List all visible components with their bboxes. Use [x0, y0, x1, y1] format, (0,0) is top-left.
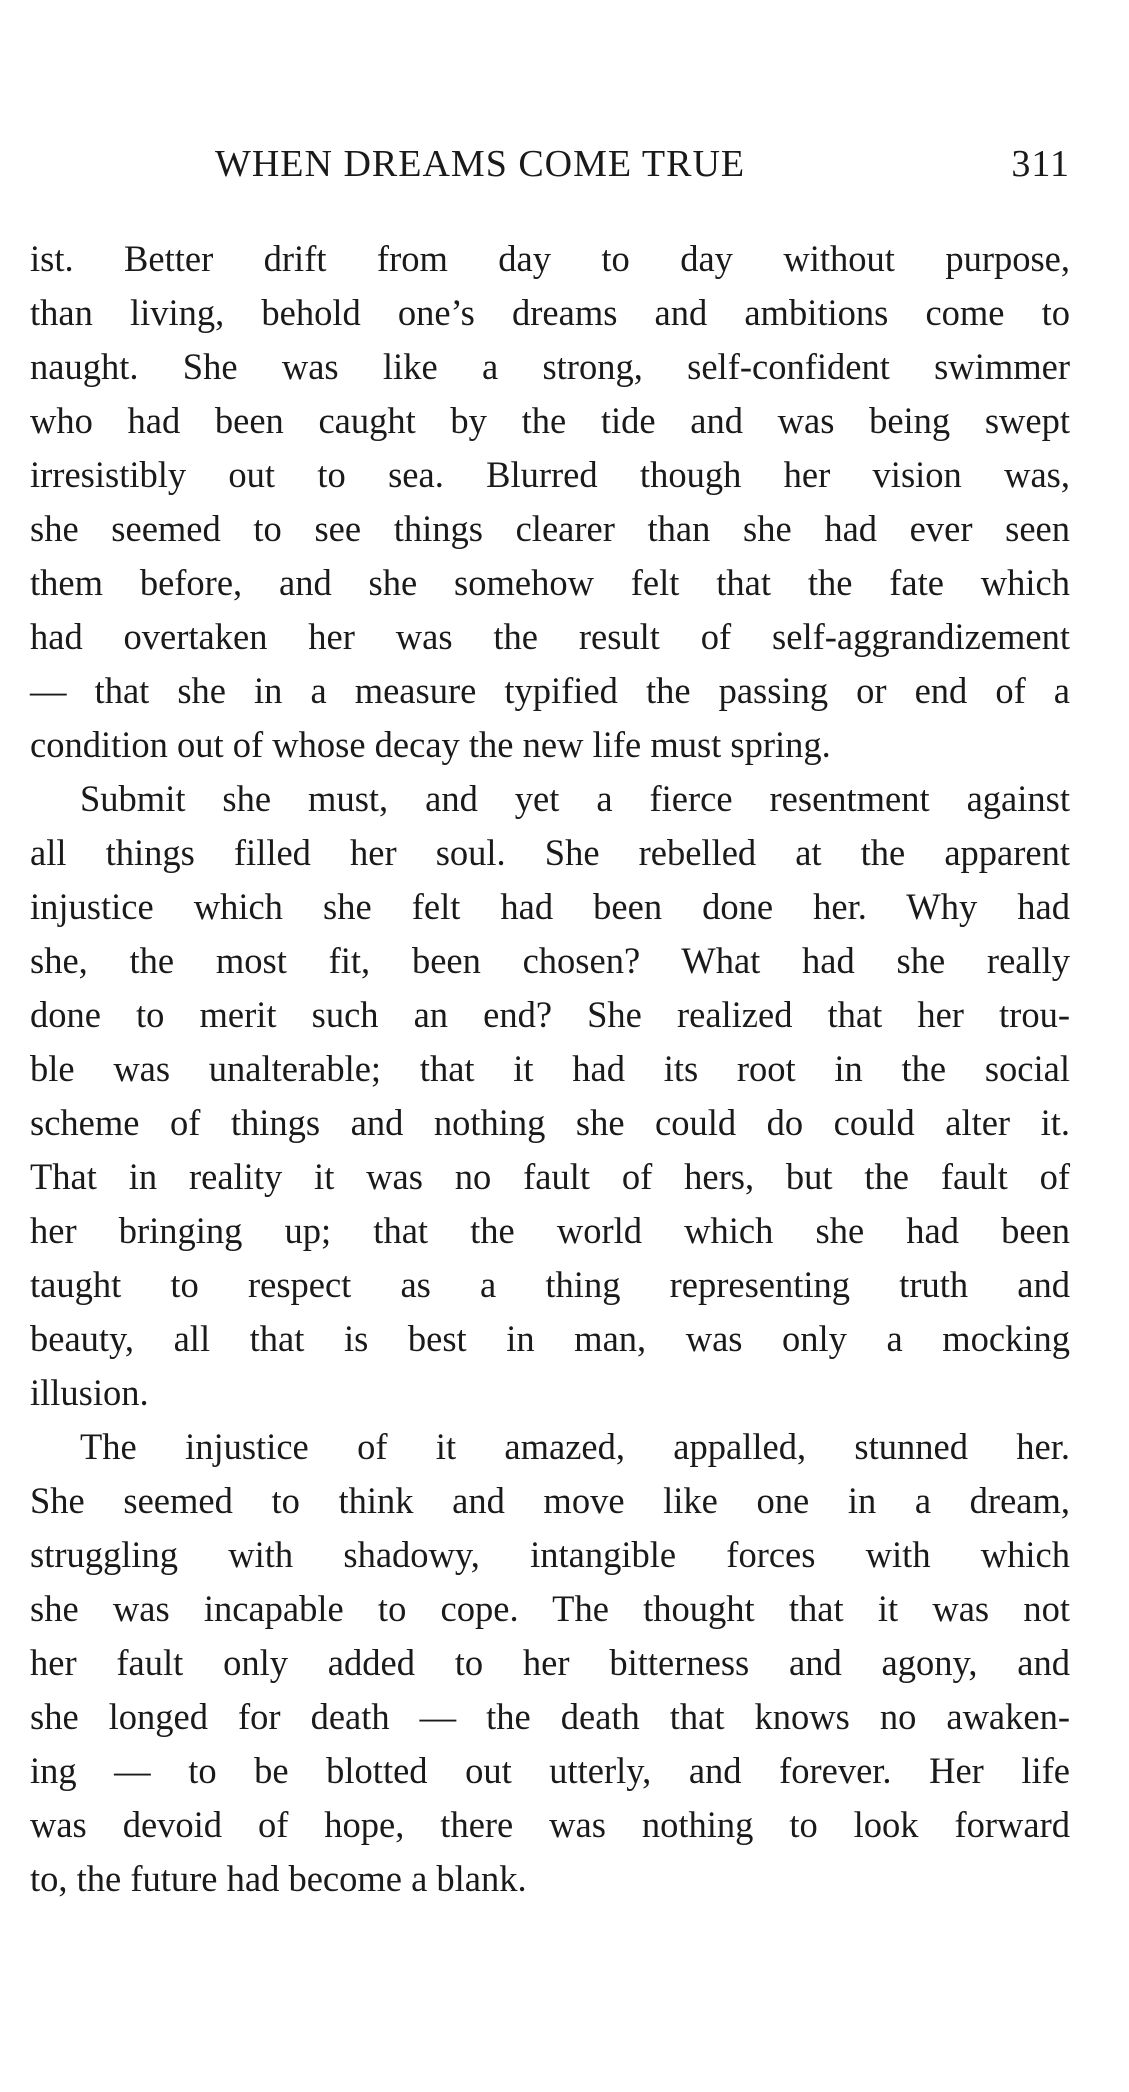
text-line: she, the most fit, been chosen? What had she really [30, 940, 1070, 981]
text-line: was devoid of hope, there was nothing to look forward [30, 1804, 1070, 1845]
text-line: she longed for death — the death that knows no awaken- [30, 1696, 1070, 1737]
text-line: ble was unalterable; that it had its root in the social [30, 1048, 1070, 1089]
text-line: naught. She was like a strong, self-confident swimmer [30, 346, 1070, 387]
text-line: her bringing up; that the world which she had been [30, 1210, 1070, 1251]
text-line: them before, and she somehow felt that the fate which [30, 562, 1070, 603]
text-line: to, the future had become a blank. [30, 1858, 527, 1899]
text-line: irresistibly out to sea. Blurred though her vision was, [30, 454, 1070, 495]
text-line: who had been caught by the tide and was being swept [30, 400, 1070, 441]
text-line: scheme of things and nothing she could do could alter it. [30, 1102, 1070, 1143]
text-line: than living, behold one’s dreams and ambitions come to [30, 292, 1070, 333]
text-line: beauty, all that is best in man, was only a mocking [30, 1318, 1070, 1359]
running-head [30, 142, 1070, 192]
text-line: she was incapable to cope. The thought that it was not [30, 1588, 1070, 1629]
text-line: The injustice of it amazed, appalled, stunned her. [80, 1426, 1070, 1467]
text-line: condition out of whose decay the new life must spring. [30, 724, 831, 765]
text-line: She seemed to think and move like one in a dream, [30, 1480, 1070, 1521]
text-line: ing — to be blotted out utterly, and forever. Her life [30, 1750, 1070, 1791]
text-line: illusion. [30, 1372, 149, 1413]
paragraph-3 [30, 1420, 1070, 1906]
text-line: — that she in a measure typified the passing or end of a [30, 670, 1070, 711]
text-line: injustice which she felt had been done her. Why had [30, 886, 1070, 927]
text-line: ist. Better drift from day to day without purpose, [30, 238, 1070, 279]
text-line: done to merit such an end? She realized that her trou- [30, 994, 1070, 1035]
text-line: had overtaken her was the result of self-aggrandizement [30, 616, 1070, 657]
text-line: Submit she must, and yet a fierce resentment against [80, 778, 1070, 819]
text-line: struggling with shadowy, intangible forces with which [30, 1534, 1070, 1575]
paragraph-1 [30, 232, 1070, 772]
text-line: her fault only added to her bitterness and agony, and [30, 1642, 1070, 1683]
body-text [30, 232, 1070, 1906]
paragraph-2 [30, 772, 1070, 1420]
text-line: taught to respect as a thing representing truth and [30, 1264, 1070, 1305]
text-line: That in reality it was no fault of hers, but the fault of [30, 1156, 1070, 1197]
running-title: WHEN DREAMS COME TRUE [215, 143, 746, 185]
text-line: she seemed to see things clearer than she had ever seen [30, 508, 1070, 549]
text-line: all things filled her soul. She rebelled at the apparent [30, 832, 1070, 873]
page-number: 311 [1011, 143, 1070, 185]
